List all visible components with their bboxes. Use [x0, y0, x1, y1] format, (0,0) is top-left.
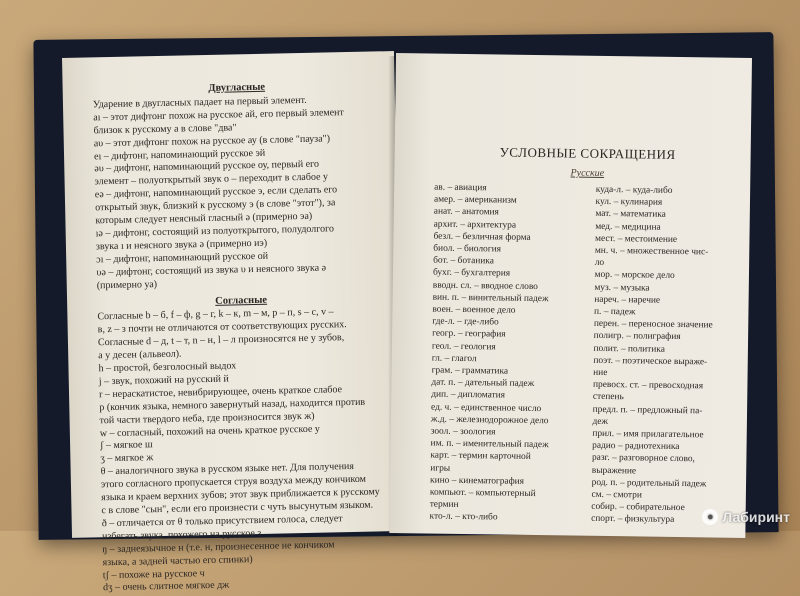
abbreviation-entry: вин. п. – винительный падеж: [432, 292, 549, 305]
text-line: w – согласный, похожий на очень краткое русское у: [99, 423, 320, 439]
text-line: близок к русскому а в слове "два": [93, 122, 237, 137]
text-line: tʃ – похоже на русское ч: [102, 567, 205, 581]
text-line: этого согласного пропускается струя воздуха между кончиком: [100, 473, 367, 491]
abbreviation-entry: род. п. – родительный падеж: [591, 477, 707, 490]
abbreviation-entry: п. – падеж: [593, 306, 636, 318]
text-line: aı – этот дифтонг похож на русское ай, его первый элемент: [93, 106, 344, 124]
text-line: с в слове "сын", если его произнести с чуть высунутым языком.: [101, 499, 374, 517]
abbreviation-entry: грам. – грамматика: [431, 365, 509, 377]
abbreviation-entry: зоол. – зоология: [430, 426, 496, 438]
page-title: УСЛОВНЫЕ СОКРАЩЕНИЯ: [499, 144, 676, 162]
abbreviation-entry: превосх. ст. – превосходная: [592, 380, 704, 392]
abbreviation-entry: предл. п. – предложный па-: [592, 404, 703, 416]
abbreviation-entry: архит. – архитектура: [433, 219, 517, 231]
abbreviation-entry: радио – радиотехника: [592, 441, 680, 453]
text-line: а у десен (альвеол).: [98, 348, 182, 362]
watermark: [702, 509, 790, 525]
abbreviation-entry: мн. ч. – множественное чис-: [594, 245, 709, 258]
abbreviation-entry: полит. – политика: [593, 343, 665, 355]
text-line: Согласные b – б, f – ф, g – г, k – к, m – м, p – п, s – с, v –: [97, 306, 334, 323]
text-line: р (кончик языка, немного завернутый назад, находится против: [99, 396, 366, 414]
text-line: Ударение в двугласных падает на первый элемент.: [92, 94, 307, 111]
text-line: ð – отличается от θ только присутствием голоса, следует: [101, 513, 343, 530]
diphthongs-text: [93, 93, 385, 293]
labirint-logo-icon: ●: [702, 509, 718, 525]
abbreviation-entry: мор. – морское дело: [594, 270, 675, 282]
abbreviation-entry: амер. – американизм: [433, 194, 517, 206]
abbreviations-column-1: [429, 182, 585, 526]
text-line: υə – дифтонг, состоящий из звука υ и неясного звука ə: [96, 262, 327, 279]
abbreviation-entry: бот. – ботаника: [433, 255, 494, 267]
left-page: [62, 51, 404, 594]
abbreviation-entry: мат. – математика: [595, 209, 666, 221]
abbreviation-entry: ав. – авиация: [434, 182, 487, 194]
section-heading-diphthongs: Двугласные: [208, 81, 266, 94]
text-line: в, z – з почти не отличаются от соответствующих русских.: [97, 319, 347, 336]
abbreviation-entry: куда-л. – куда-либо: [595, 184, 673, 196]
consonants-text: [97, 306, 391, 596]
left-page-text: [62, 51, 405, 596]
page-subtitle: Русские: [570, 167, 605, 179]
abbreviation-entry: дип. – дипломатия: [431, 390, 506, 402]
abbreviation-entry: воен. – военное дело: [432, 304, 516, 316]
abbreviation-entry: ло: [594, 258, 605, 269]
abbreviations-column-2: [591, 184, 740, 528]
right-page: [389, 53, 752, 538]
abbreviation-entry: поэт. – поэтическое выраже-: [593, 355, 708, 368]
text-line: r – нераскатистое, невибрирующее, очень краткое слабое: [98, 384, 343, 401]
text-line: ıə – дифтонг, состоящий из полуоткрытого, полудолгого: [95, 223, 335, 240]
abbreviation-entry: выражение: [591, 465, 637, 477]
abbreviation-entry: игры: [430, 463, 451, 474]
abbreviation-entry: термин: [429, 499, 459, 511]
text-line: языка и краем верхних зубов; этот звук приближается к русскому: [101, 486, 380, 504]
abbreviation-entry: мест. – местоимение: [595, 233, 678, 245]
text-line: aυ – этот дифтонг похож на русское ау (в слове "пауза"): [93, 133, 331, 149]
text-line: (примерно уа): [96, 278, 158, 291]
abbreviation-entry: кино – кинематография: [430, 475, 525, 487]
abbreviation-entry: перен. – переносное значение: [593, 319, 713, 331]
abbreviation-entry: кто-л. – кто-либо: [429, 512, 498, 523]
abbreviation-entry: деж: [592, 416, 609, 427]
text-line: той части твердого неба, где произносится звук ж): [99, 410, 315, 426]
abbreviation-entry: мед. – медицина: [595, 221, 661, 233]
text-line: открытый звук, близкий к русскому э (в слове "этот"), за: [95, 197, 336, 214]
abbreviation-entry: нареч. – наречие: [594, 294, 661, 306]
abbreviation-entry: им. п. – именительный падеж: [430, 438, 549, 451]
abbreviation-entry: прил. – имя прилагательное: [592, 428, 704, 441]
abbreviation-entry: степень: [592, 392, 624, 403]
abbreviation-entry: полигр. – полиграфия: [593, 331, 681, 343]
abbreviation-entry: спорт. – физкультура: [591, 514, 675, 526]
abbreviation-entry: дат. п. – дательный падеж: [431, 377, 535, 390]
abbreviation-entry: карт. – термин карточной: [430, 451, 531, 463]
abbreviation-entry: где-л. – где-либо: [432, 316, 499, 328]
abbreviation-entry: геол. – геология: [431, 341, 496, 353]
text-line: звука ı и неясного звука ə (примерно иэ): [95, 237, 268, 253]
abbreviation-entry: муз. – музыка: [594, 282, 650, 294]
text-line: əυ – дифтонг, напоминающий русское оу, первый его: [94, 159, 320, 175]
text-line: j – звук, похожий на русский й: [98, 373, 229, 388]
abbreviation-entry: собир. – собирательное: [591, 502, 685, 514]
section-heading-consonants: Согласные: [215, 294, 268, 307]
abbreviation-entry: биол. – биология: [433, 243, 502, 255]
text-line: ʃ – мягкое ш: [100, 439, 153, 452]
text-line: ʒ – мягкое ж: [100, 452, 154, 465]
abbreviation-entry: ние: [593, 367, 608, 379]
text-line: dʒ – очень слитное мягкое дж: [102, 580, 230, 594]
text-line: ŋ – заднеязычное н (т.е. н, произнесенное не кончиком: [102, 539, 335, 555]
text-line: которым следует неясный гласный ə (примерно эа): [95, 210, 313, 227]
text-line: избегать звука, похожего на русское з: [101, 527, 262, 543]
abbreviation-entry: разг. – разговорное слово,: [591, 453, 695, 465]
abbreviation-entry: кул. – кулинария: [595, 197, 663, 208]
abbreviation-entry: бухг. – бухгалтерия: [432, 267, 511, 280]
text-line: θ – аналогичного звука в русском языке нет. Для получения: [100, 461, 355, 478]
abbreviation-entry: безл. – безличная форма: [433, 231, 531, 243]
abbreviation-entry: геогр. – география: [432, 328, 506, 341]
text-line: eə – дифтонг, напоминающий русское э, если сделать его: [94, 184, 338, 201]
abbreviation-entry: см. – смотри: [591, 489, 642, 501]
watermark-text: Лабиринт: [722, 509, 790, 525]
abbreviation-entry: анат. – анатомия: [433, 206, 499, 218]
text-line: eı – дифтонг, напоминающий русское эй: [93, 147, 266, 162]
text-line: ɔı – дифтонг, напоминающий русское ой: [96, 250, 269, 266]
abbreviation-entry: ед. ч. – единственное число: [431, 402, 542, 414]
text-line: элемент – полуоткрытый звук о – переходит в слабое у: [94, 171, 329, 188]
abbreviation-entry: ж.д. – железнодорожное дело: [430, 414, 549, 427]
abbreviation-entry: вводн. сл. – вводное слово: [432, 280, 538, 292]
text-line: h – простой, безголосный выдох: [98, 360, 237, 375]
abbreviations-list: [429, 182, 740, 528]
abbreviation-entry: гл. – глагол: [431, 353, 477, 365]
text-line: Согласные d – д, t – т, n – н, l – л произносятся не у зубов,: [97, 332, 345, 349]
abbreviation-entry: компьют. – компьютерный: [429, 487, 536, 500]
text-line: языка, а задней частью его спинки): [102, 553, 253, 568]
right-page-text: [389, 53, 752, 528]
